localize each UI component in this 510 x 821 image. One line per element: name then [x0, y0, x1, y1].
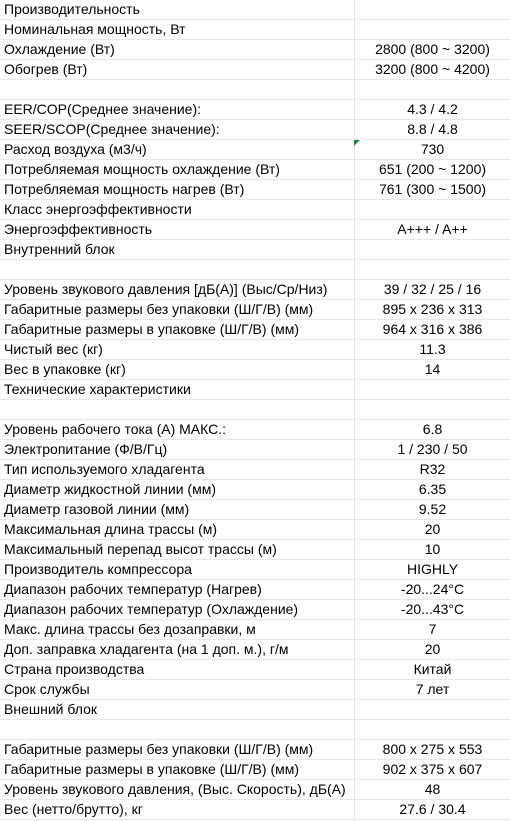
spec-label-cell[interactable]: Потребляемая мощность охлаждение (Вт)	[0, 160, 355, 179]
table-row	[0, 680, 510, 700]
table-row	[0, 380, 510, 400]
table-row	[0, 0, 510, 20]
spec-label-cell[interactable]: SEER/SCOP(Среднее значение):	[0, 120, 355, 139]
table-row	[0, 420, 510, 440]
table-row	[0, 780, 510, 800]
table-row	[0, 260, 510, 280]
spec-value-cell[interactable]: 730	[420, 141, 445, 157]
spec-label-cell[interactable]: Габаритные размеры без упаковки (Ш/Г/В) (мм)	[0, 740, 355, 759]
spec-value-cell[interactable]: 48	[424, 781, 441, 797]
spec-value-cell[interactable]: 761 (300 ~ 1500)	[378, 181, 487, 197]
table-row	[0, 700, 510, 720]
spec-value-cell[interactable]: 20	[424, 641, 441, 657]
spec-label-cell[interactable]: Энергоэффективность	[0, 220, 355, 239]
spec-value-cell[interactable]: A+++ / A++	[397, 221, 468, 237]
spec-label-cell[interactable]: Чистый вес (кг)	[0, 340, 355, 359]
spec-value-cell[interactable]: 11.3	[419, 341, 446, 357]
spec-label-cell[interactable]: Срок службы	[0, 680, 355, 699]
table-row	[0, 540, 510, 560]
spec-label-cell[interactable]: Габаритные размеры без упаковки (Ш/Г/В) (мм)	[0, 300, 355, 319]
spec-value-cell[interactable]: 6.35	[418, 481, 447, 497]
table-row	[0, 720, 510, 740]
table-row	[0, 140, 510, 160]
spec-label-cell[interactable]: Охлаждение (Вт)	[0, 40, 355, 59]
spec-value-cell[interactable]: -20...43°C	[400, 601, 465, 617]
spec-value-cell[interactable]	[355, 700, 510, 719]
spec-label-cell[interactable]: Страна производства	[0, 660, 355, 679]
spec-value-cell[interactable]	[355, 20, 510, 39]
comment-marker-icon	[354, 140, 360, 146]
table-row	[0, 220, 510, 240]
spec-value-cell[interactable]: 10	[424, 541, 441, 557]
table-row	[0, 20, 510, 40]
spec-label-cell[interactable]: Обогрев (Вт)	[0, 60, 355, 79]
spec-value-cell[interactable]	[355, 0, 510, 19]
table-row	[0, 520, 510, 540]
spec-label-cell[interactable]: Уровень рабочего тока (А) МАКС.:	[0, 420, 355, 439]
spec-value-cell[interactable]: 902 x 375 x 607	[382, 761, 483, 777]
spec-value-cell[interactable]: 7	[428, 621, 437, 637]
spec-value-cell[interactable]: 964 x 316 x 386	[382, 321, 483, 337]
table-row	[0, 60, 510, 80]
spec-label-cell[interactable]: Уровень звукового давления [дБ(А)] (Выс/Ср/Низ)	[0, 280, 355, 299]
spec-label-cell[interactable]	[0, 80, 355, 99]
spec-value-cell[interactable]: 800 x 275 x 553	[382, 741, 483, 757]
spec-value-cell[interactable]	[355, 200, 510, 219]
spec-label-cell[interactable]: Внешний блок	[0, 700, 355, 719]
table-row	[0, 160, 510, 180]
spec-value-cell[interactable]	[355, 720, 510, 739]
spec-label-cell[interactable]: Расход воздуха (м3/ч)	[0, 140, 355, 159]
table-row	[0, 740, 510, 760]
spec-value-cell[interactable]: 14	[424, 361, 441, 377]
spec-label-cell[interactable]: Технические характеристики	[0, 380, 355, 399]
spec-value-cell[interactable]	[355, 240, 510, 259]
spec-label-cell[interactable]: Тип используемого хладагента	[0, 460, 355, 479]
table-row	[0, 640, 510, 660]
table-row	[0, 500, 510, 520]
table-row	[0, 620, 510, 640]
table-row	[0, 440, 510, 460]
spec-label-cell[interactable]: Диапазон рабочих температур (Нагрев)	[0, 580, 355, 599]
spec-value-cell[interactable]: 27.6 / 30.4	[399, 801, 466, 817]
table-row	[0, 580, 510, 600]
spec-value-cell[interactable]: 1 / 230 / 50	[397, 441, 468, 457]
table-row	[0, 400, 510, 420]
spec-label-cell[interactable]: Внутренний блок	[0, 240, 355, 259]
spec-label-cell[interactable]: Диаметр газовой линии (мм)	[0, 500, 355, 519]
spec-value-cell[interactable]: 8.8 / 4.8	[407, 121, 458, 137]
table-row	[0, 120, 510, 140]
spec-value-cell[interactable]: 651 (200 ~ 1200)	[378, 161, 487, 177]
spec-label-cell[interactable]: Электропитание (Ф/В/Гц)	[0, 440, 355, 459]
table-row	[0, 200, 510, 220]
spec-label-cell[interactable]: Вес (нетто/брутто), кг	[0, 800, 355, 819]
spec-value-cell[interactable]: 7 лет	[415, 681, 450, 697]
table-row	[0, 360, 510, 380]
spec-label-cell[interactable]: Габаритные размеры в упаковке (Ш/Г/В) (мм)	[0, 760, 355, 779]
spec-value-cell[interactable]: -20...24°C	[400, 581, 465, 597]
spec-value-cell[interactable]	[355, 260, 510, 279]
table-row	[0, 80, 510, 100]
spec-value-cell[interactable]: 39 / 32 / 25 / 16	[383, 281, 482, 297]
spec-value-cell[interactable]: Китай	[413, 661, 452, 677]
spec-label-cell[interactable]: Номинальная мощность, Вт	[0, 20, 355, 39]
spec-label-cell[interactable]: Потребляемая мощность нагрев (Вт)	[0, 180, 355, 199]
spec-value-cell[interactable]: 9.52	[418, 501, 447, 517]
spec-label-cell[interactable]: Производитель компрессора	[0, 560, 355, 579]
spec-label-cell[interactable]: Класс энергоэффективности	[0, 200, 355, 219]
table-row	[0, 760, 510, 780]
table-row	[0, 40, 510, 60]
spec-value-cell[interactable]: 2800 (800 ~ 3200)	[375, 41, 490, 57]
spec-value-cell[interactable]: 20	[424, 521, 441, 537]
table-row	[0, 340, 510, 360]
table-row	[0, 320, 510, 340]
spec-label-cell[interactable]: Диаметр жидкостной линии (мм)	[0, 480, 355, 499]
table-row	[0, 660, 510, 680]
spec-value-cell[interactable]	[355, 80, 510, 99]
spec-label-cell[interactable]: Габаритные размеры в упаковке (Ш/Г/В) (мм)	[0, 320, 355, 339]
spec-label-cell[interactable]: Доп. заправка хладагента (на 1 доп. м.), г/м	[0, 640, 355, 659]
table-row	[0, 560, 510, 580]
table-row	[0, 100, 510, 120]
spec-label-cell[interactable]: Диапазон рабочих температур (Охлаждение)	[0, 600, 355, 619]
spec-value-cell[interactable]: R32	[419, 461, 446, 477]
table-row	[0, 800, 510, 820]
spec-value-cell[interactable]: 3200 (800 ~ 4200)	[375, 61, 490, 77]
spec-label-cell[interactable]: EER/COP(Среднее значение):	[0, 100, 355, 119]
spec-value-cell[interactable]	[355, 380, 510, 399]
table-row	[0, 240, 510, 260]
table-row	[0, 460, 510, 480]
table-row	[0, 600, 510, 620]
spec-label-cell[interactable]	[0, 720, 355, 739]
spec-value-cell[interactable]: 4.3 / 4.2	[407, 101, 458, 117]
spec-label-cell[interactable]	[0, 400, 355, 419]
spec-label-cell[interactable]	[0, 260, 355, 279]
spec-value-cell[interactable]	[355, 400, 510, 419]
spec-label-cell[interactable]: Максимальная длина трассы (м)	[0, 520, 355, 539]
table-row	[0, 300, 510, 320]
spec-label-cell[interactable]: Вес в упаковке (кг)	[0, 360, 355, 379]
table-row	[0, 280, 510, 300]
table-row	[0, 480, 510, 500]
spec-value-cell[interactable]: 6.8	[422, 421, 443, 437]
spec-label-cell[interactable]: Производительность	[0, 0, 355, 19]
spec-value-cell[interactable]: 895 x 236 x 313	[382, 301, 483, 317]
spec-value-cell[interactable]: HIGHLY	[406, 561, 459, 577]
table-row	[0, 180, 510, 200]
spec-label-cell[interactable]: Уровень звукового давления, (Выс. Скорость), дБ(А)	[0, 780, 355, 799]
spec-label-cell[interactable]: Макс. длина трассы без дозаправки, м	[0, 620, 355, 639]
spec-label-cell[interactable]: Максимальный перепад высот трассы (м)	[0, 540, 355, 559]
